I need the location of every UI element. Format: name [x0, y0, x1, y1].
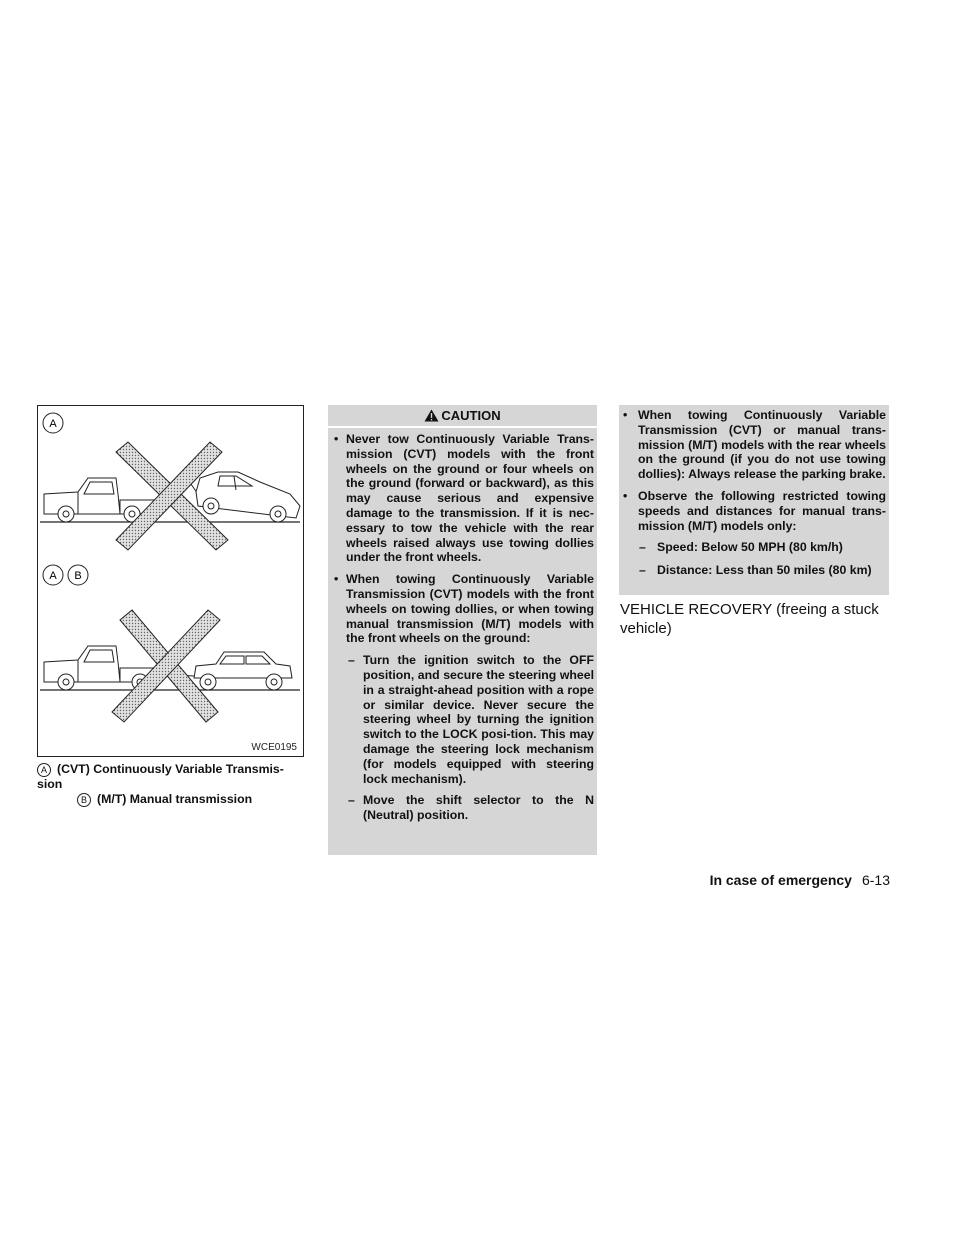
- page-footer: [600, 872, 890, 888]
- bullet-symbol: •: [334, 432, 339, 446]
- section-heading: [620, 600, 895, 638]
- bullet-symbol: •: [623, 488, 628, 503]
- caution-body: [328, 428, 597, 823]
- towing-figure: [37, 405, 304, 757]
- caution-dash-1: [334, 653, 594, 786]
- bullet-symbol: •: [623, 408, 628, 422]
- caution-bullet-2-text: When towing Continuously Variable Transmission (CVT) models with the front wheels on towing dollies, or when towing manual transmission (M/T) models with the front wheels on the ground:: [346, 572, 594, 646]
- page-number: 6-13: [861, 872, 890, 888]
- towing-illustration: [38, 406, 305, 758]
- figure-code: WCE0195: [251, 742, 297, 753]
- notes-bullet-2: [623, 489, 886, 533]
- bullet-symbol: •: [334, 572, 339, 587]
- caution-bullet-2: [334, 572, 594, 646]
- caution-title: CAUTION: [441, 408, 501, 423]
- caption-line-b: [37, 792, 307, 807]
- notes-bullet-1-text: When towing Continuously Variable Transmission (CVT) or manual trans-mission (M/T) models with the rear wheels on the ground (if you do not use towing dollies): Always release the parking brake.: [638, 408, 886, 482]
- dash-symbol: –: [639, 563, 646, 578]
- notes-dash-1: [623, 540, 886, 555]
- section-heading-suffix: (freeing a stuck vehicle): [620, 601, 879, 637]
- section-heading-main: VEHICLE RECOVERY: [620, 601, 772, 618]
- notes-dash-1-text: Speed: Below 50 MPH (80 km/h): [657, 540, 843, 555]
- footer-section-name: In case of emergency: [709, 872, 852, 888]
- towing-notes-box: [619, 405, 889, 595]
- caution-dash-2-text: Move the shift selector to the N (Neutral) position.: [363, 793, 594, 823]
- caption-text-a: (CVT) Continuously Variable Transmis-sion: [37, 762, 284, 791]
- caption-line-a: [37, 762, 307, 792]
- caution-dash-2: [334, 793, 594, 823]
- caution-bullet-1-text: Never tow Continuously Variable Trans-mission (CVT) models with the front wheels on the ground or four wheels on the ground (forward or backward), as this may cause serious and expensive damage to the transmission. If it is nec-essary to tow the vehicle with the rear wheels raised always use towing dollies under the front wheels.: [346, 432, 594, 565]
- caution-header: [328, 405, 597, 428]
- warning-triangle-icon: [424, 409, 439, 422]
- label-a-circle: [43, 413, 63, 433]
- dash-symbol: –: [639, 540, 646, 555]
- notes-bullet-2-text: Observe the following restricted towing speeds and distances for manual trans-mission (M/T) models only:: [638, 488, 886, 533]
- figure-caption: [37, 762, 307, 807]
- label-a-text: A: [49, 418, 57, 430]
- caption-label-a: A: [37, 763, 51, 777]
- caution-dash-1-text: Turn the ignition switch to the OFF position, and secure the steering wheel in a straight-ahead position with a rope or similar device. Never secure the steering wheel by turning the ignition switch to the LOCK posi-tion. This may damage the steering lock mechanism (for models equipped with steering lock mechanism).: [363, 653, 594, 786]
- label-b-text: B: [74, 570, 82, 582]
- notes-bullet-1: [623, 408, 886, 482]
- label-a2-text: A: [49, 570, 57, 582]
- caution-bullet-1: [334, 432, 594, 565]
- caption-label-b: B: [77, 793, 91, 807]
- notes-dash-2: [623, 563, 886, 578]
- caution-box: [328, 405, 597, 855]
- dash-symbol: –: [348, 793, 355, 808]
- notes-dash-2-text: Distance: Less than 50 miles (80 km): [657, 563, 872, 578]
- caption-text-b: (M/T) Manual transmission: [97, 792, 253, 806]
- label-a-b-circles: [43, 565, 88, 585]
- dash-symbol: –: [348, 653, 355, 668]
- towing-notes-body: [619, 405, 889, 578]
